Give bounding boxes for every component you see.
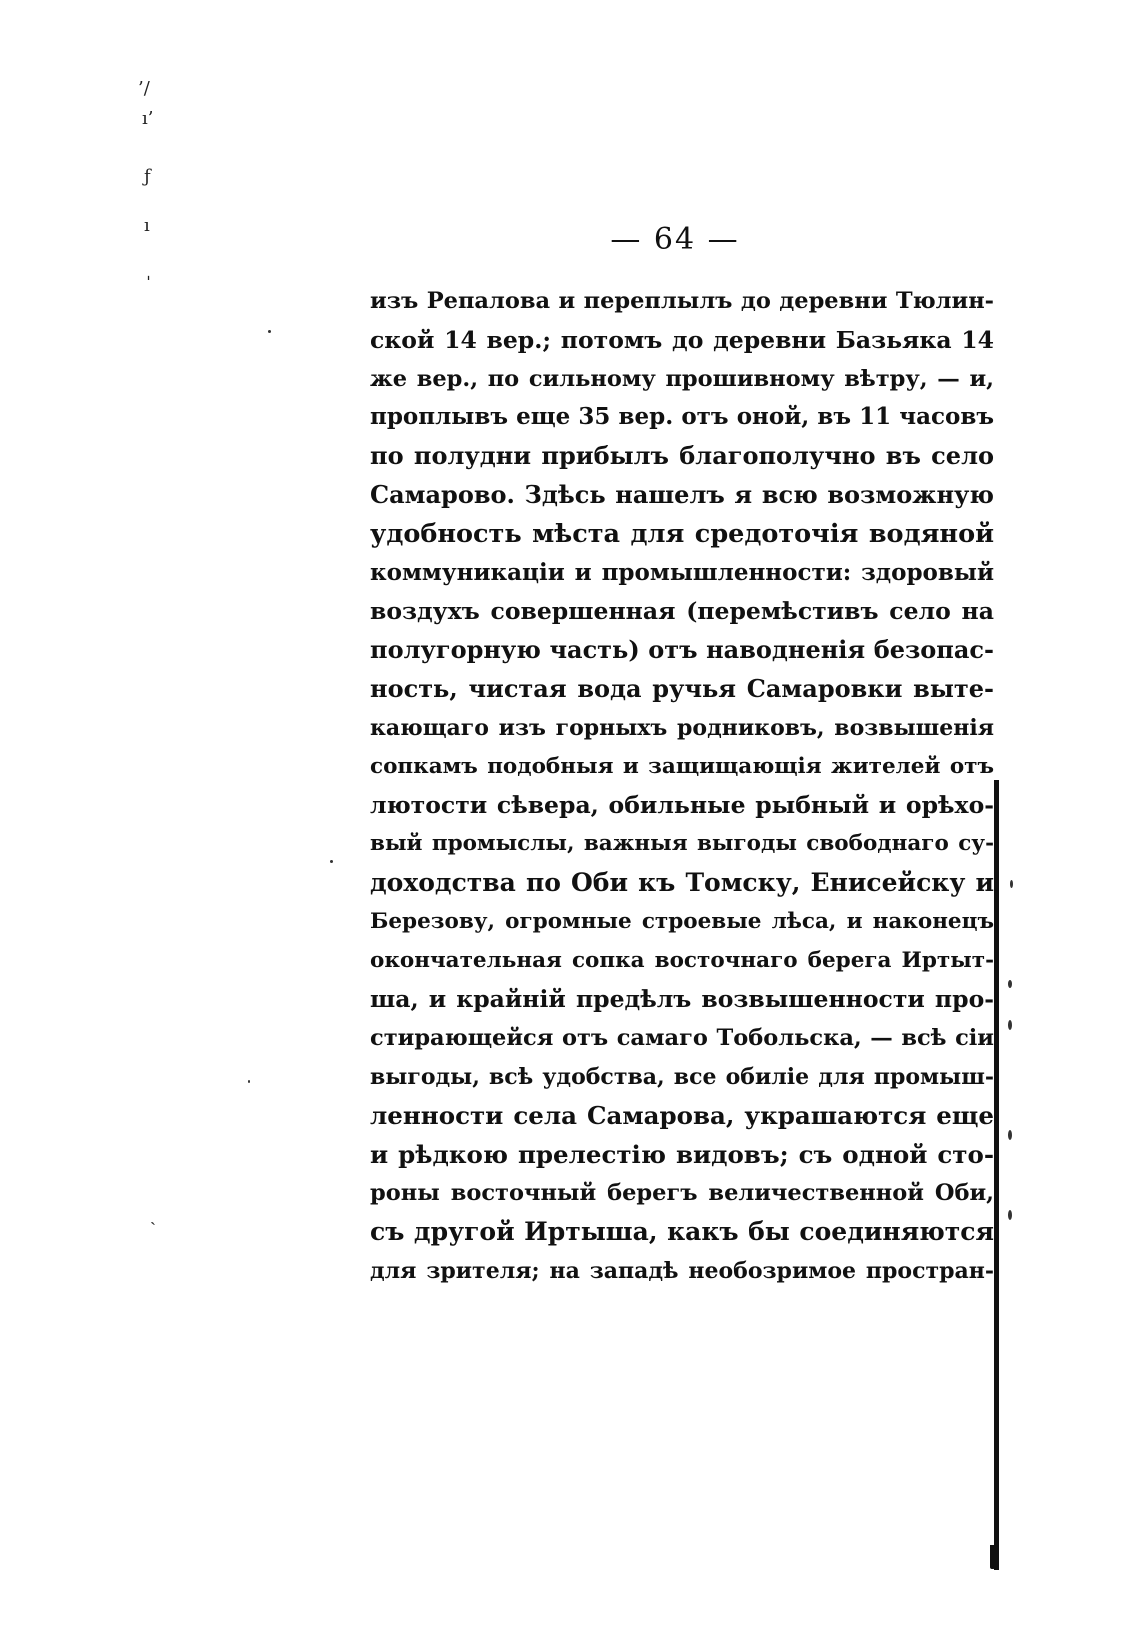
- text-line: полугорную часть) отъ наводненія безопас-: [370, 635, 994, 665]
- text-line: окончательная сопка восточнаго берега Иртыт-: [370, 947, 994, 973]
- text-line: для зрителя; на западѣ необозримое простран-: [370, 1257, 994, 1284]
- text-line: лютости сѣвера, обильные рыбный и орѣхо-: [370, 791, 994, 820]
- margin-mark: ’/: [138, 78, 150, 99]
- margin-mark: ı: [144, 215, 150, 236]
- text-line: Березову, огромные строевые лѣса, и наконецъ: [370, 908, 994, 934]
- speck: [1010, 880, 1013, 888]
- text-line: и рѣдкою прелестію видовъ; съ одной сто-: [370, 1139, 994, 1169]
- text-line: же вер., по сильному прошивному вѣтру, — и,: [370, 365, 994, 392]
- margin-mark: ˏ: [150, 1205, 156, 1226]
- margin-mark: ƒ: [144, 166, 151, 187]
- text-line: коммуникаціи и промышленности: здоровый: [370, 558, 994, 586]
- text-line: кающаго изъ горныхъ родниковъ, возвышенія: [370, 714, 994, 741]
- text-line: сопкамъ подобныя и защищающія жителей отъ: [370, 753, 994, 779]
- speck: [268, 330, 271, 333]
- text-line: по полудни прибылъ благополучно въ село: [370, 441, 994, 471]
- text-line: ность, чистая вода ручья Самаровки выте-: [370, 673, 994, 703]
- speck: [1008, 1020, 1012, 1030]
- speck: [330, 860, 333, 863]
- page-edge-rule-foot: [990, 1545, 999, 1569]
- text-line: съ другой Иртыша, какъ бы соединяются: [370, 1217, 994, 1247]
- margin-mark: ı’: [142, 108, 154, 129]
- speck: [248, 1080, 250, 1083]
- text-line: ленности села Самарова, украшаются еще: [370, 1100, 994, 1130]
- text-line: вый промыслы, важныя выгоды свободнаго су-: [370, 831, 994, 857]
- text-line: ша, и крайній предѣлъ возвышенности про-: [370, 985, 994, 1014]
- speck: [1008, 980, 1012, 988]
- text-line: проплывъ еще 35 вер. отъ оной, въ 11 часовъ: [370, 403, 994, 431]
- page-number: — 64 —: [610, 222, 740, 257]
- text-line: стирающейся отъ самаго Тобольска, — всѣ сіи: [370, 1025, 994, 1052]
- speck: [1008, 1210, 1012, 1220]
- text-line: Самарово. Здѣсь нашелъ я всю возможную: [370, 479, 994, 509]
- speck: [1008, 1130, 1012, 1140]
- text-line: выгоды, всѣ удобства, все обиліе для промыш-: [370, 1063, 994, 1090]
- margin-mark: ˌ: [146, 262, 151, 283]
- text-line: изъ Репалова и переплылъ до деревни Тюлин-: [370, 288, 994, 314]
- body-text: [370, 282, 994, 1291]
- text-line: ской 14 вер.; потомъ до деревни Базьяка 14: [370, 325, 994, 354]
- text-line: удобность мѣста для средоточія водяной: [370, 518, 994, 549]
- text-line: воздухъ совершенная (перемѣстивъ село на: [370, 597, 994, 626]
- text-line: роны восточный берегъ величественной Оби,: [370, 1180, 994, 1207]
- text-line: доходства по Оби къ Томску, Енисейску и: [370, 867, 994, 897]
- page-edge-rule: [994, 780, 999, 1570]
